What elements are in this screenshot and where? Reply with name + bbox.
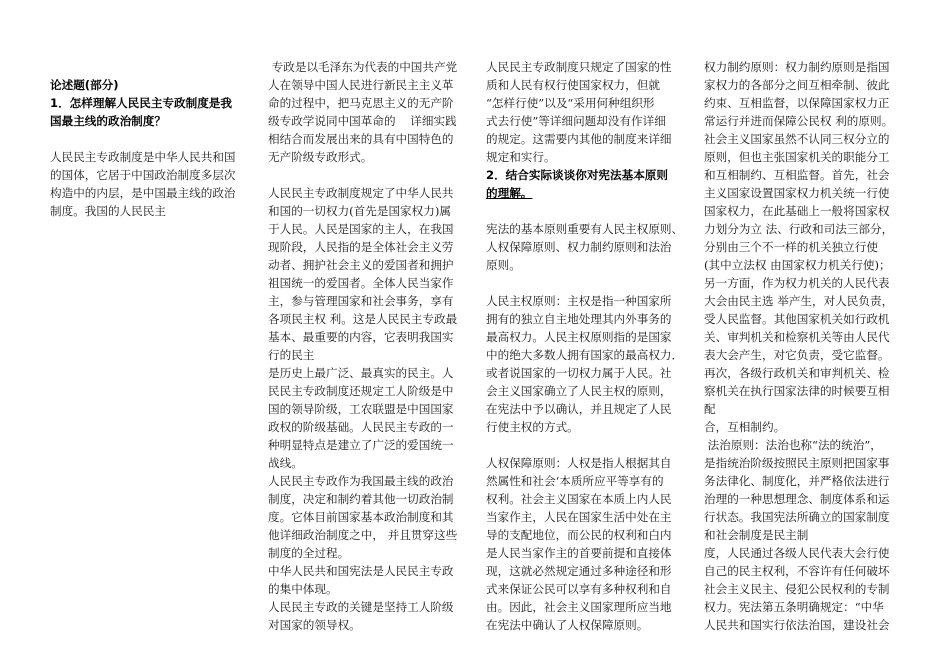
paragraph [486,454,686,634]
paragraph [704,58,904,634]
text-line: 对国家的领导权。 [268,618,361,632]
text-line: 现阶段，人民指的是全体社会主义劳 [268,240,454,254]
text-line: 式去行使”等详细问题却没有作详细 [486,114,666,128]
text-line: 人权保障原则：人权是指人根据其自 [486,456,672,470]
text-line: 专政是以毛泽东为代表的中国共产党 [268,60,458,74]
column-3 [486,58,686,634]
text-line: 另一方面，作为权力机关的人民代表 [704,276,890,290]
text-line: 在宪法中予以确认，并且规定了人民 [486,402,672,416]
text-line: 社会主义民主、侵犯公民权利的专制 [704,582,890,596]
column-2 [268,58,466,634]
question-1-title-line-1: 1．怎样理解人民民主专政制度是我 [50,96,232,110]
column-1 [50,76,245,220]
text-line: 制度的全过程。 [268,546,350,560]
paragraph [268,184,466,634]
text-line: 的国体，它居于中国政治制度多层次 [50,168,236,182]
text-line: 人民民主专政制度是中华人民共和国 [50,150,236,164]
text-line: 分别由三个不一样的机关独立行使 [704,240,878,254]
text-line: 治理的一种思想理念、制度体系和运 [704,492,890,506]
text-line: 表大会产生，对它负责，受它监督。 [704,348,890,362]
text-line: 当家作主，人民在国家生活中处在主 [486,510,672,524]
text-line: 度，人民通过各级人民代表大会行使 [704,546,890,560]
text-line: 权力。宪法第五条明确规定：“中华 [704,600,884,614]
text-line: 再次，各级行政机关和审判机关、检 [704,366,890,380]
text-line: 种明显特点是建立了广泛的爱国统一 [268,438,454,452]
question-2-title-line-1: 2．结合实际谈谈你对宪法基本原则 [486,168,668,182]
text-line: 国的领导阶级，工农联盟是中国国家 [268,402,454,416]
text-line: 拥有的独立自主地处理其内外事务的 [486,312,672,326]
text-line: 人民共和国实行依法治国，建设社会 [704,618,890,632]
text-line: 由。因此，社会主义国家理所应当地 [486,600,672,614]
text-line: 的规定。这需要内其他的制度来详细 [486,132,672,146]
text-line: 导的支配地位，而公民的权利和白内 [486,528,672,542]
text-line: 权利。社会主义国家在本质上内人民 [486,492,672,506]
text-line: 人在领导中国人民进行新民主主义革 [268,78,454,92]
text-line: 配 [704,402,716,416]
text-line: 行的民主 [268,348,315,362]
text-line: 关、审判机关和检察机关等由人民代 [704,330,890,344]
section-title: 论述题(部分) [50,78,119,92]
text-line: 人民民主专政制度只规定了国家的性 [486,60,672,74]
text-line: 中的绝大多数人拥有国家的最高权力． [486,348,684,362]
text-line: 中华人民共和国宪法是人民民主专政 [268,564,454,578]
text-line: 法治原则：法治也称“法的统治”， [704,438,882,452]
text-line: 的集中体现。 [268,582,338,596]
text-line: 家权力的各部分之间互相牵制、彼此 [704,78,890,92]
text-line: 原则。 [486,258,521,272]
text-line: 于人民。人民是国家的主人，在我国 [268,222,454,236]
text-line: 最高权力。人民主权原则指的是国家 [486,330,672,344]
text-line: 人民民主专政的关键是坚持工人阶级 [268,600,454,614]
text-line: 他详细政治制度之中， 并且贯穿这些 [268,528,458,542]
text-line: 现，这就必然规定通过多种途径和形 [486,564,672,578]
text-line: 大会由民主选 举产生，对人民负责， [704,294,894,308]
text-line: 或者说国家的一切权力属于人民。社 [486,366,672,380]
text-line: 常运行并进而保障公民权 利的原则。 [704,114,894,128]
text-line: “怎样行使”以及“采用何种组织形 [486,96,655,110]
text-line: 战线。 [268,456,303,470]
paragraph [268,58,466,166]
text-line: 是历史上最广泛、最真实的民主。人 [268,366,454,380]
text-line: 主，参与管理国家和社会事务，享有 [268,294,454,308]
text-line: 命的过程中，把马克思主义的无产阶 [268,96,454,110]
text-line: 务法律化、制度化，并严格依法进行 [704,474,890,488]
text-line: 制度。我国的人民民主 [50,204,166,218]
question-2-title-line-2: 的理解。 [486,186,533,200]
text-line: 约束、互相监督，以保障国家权力正 [704,96,890,110]
text-line: 察机关在执行国家法律的时候要互相 [704,384,890,398]
paragraph [50,148,245,220]
text-line: 级专政学说同中国革命的 详细实践 [268,114,457,128]
text-line: 相结合而发展出来的具有中国特色的 [268,132,454,146]
text-line: 力划分为立 法、行政和司法三部分， [704,222,894,236]
text-line: 社会主义国家虽然不认同三权分立的 [704,132,890,146]
text-line: 会主义国家确立了人民主权的原则， [486,384,672,398]
text-line: 合，互相制约。 [704,420,786,434]
text-line: 在宪法中确认了人权保障原则。 [486,618,649,632]
text-line: 政权的阶级基础。人民民主专政的一 [268,420,454,434]
column-4 [704,58,904,634]
text-line: 行状态。我国宪法所确立的国家制度 [704,510,890,524]
text-line: 是指统治阶级按照民主原则把国家事 [704,456,890,470]
text-line: 无产阶级专政形式。 [268,150,373,164]
text-line: 是人民当家作主的首要前提和直接体 [486,546,672,560]
text-line: 宪法的基本原则重要有人民主权原则、 [486,222,684,236]
text-line: 原则，但也主张国家机关的职能分工 [704,150,890,164]
text-line: 人权保障原则、权力制约原则和法治 [486,240,672,254]
text-line: 然属性和社会‘本质所应平等享有的 [486,474,664,488]
text-line: 国家权力，在此基础上一般将国家权 [704,204,890,218]
text-line: 人民主权原则：主权是指一种国家所 [486,294,672,308]
text-line: 行使主权的方式。 [486,420,579,434]
text-line: 规定和实行。 [486,150,556,164]
paragraph [486,220,686,274]
text-line: 祖国统一的爱国者。全体人民当家作 [268,276,454,290]
text-line: 和社会制度是民主制 [704,528,809,542]
text-line: 制度，决定和制约着其他一切政治制 [268,492,454,506]
text-line: 和国的一切权力(首先是国家权力)属 [268,204,451,218]
text-line: 质和人民有权行使国家权力，但就 [486,78,660,92]
text-line: 构造中的内层，是中国最主线的政治 [50,186,236,200]
paragraph [486,58,686,166]
text-line: (其中立法权 由国家权力机关行使)； [704,258,891,272]
text-line: 度。它体目前国家基本政治制度和其 [268,510,454,524]
text-line: 主义国家设置国家权力机关统一行使 [704,186,890,200]
text-line: 人民民主专政作为我国最主线的政治 [268,474,454,488]
text-line: 受人民监督。其他国家机关如行政机 [704,312,890,326]
text-line: 人民民主专政制度规定了中华人民共 [268,186,454,200]
text-line: 动者、拥护社会主义的爱国者和拥护 [268,258,454,272]
text-line: 和互相制约、互相监督。首先，社会 [704,168,890,182]
paragraph [486,292,686,436]
text-line: 权力制约原则：权力制约原则是指国 [704,60,890,74]
text-line: 基本、最重要的内容，它表明我国实 [268,330,454,344]
text-line: 各项民主权 利。这是人民民主专政最 [268,312,458,326]
text-line: 自己的民主权利，不容许有任何破坏 [704,564,890,578]
question-1-title-line-2: 国最主线的政治制度？ [50,114,166,128]
text-line: 式来保证公民可以享有多种权利和自 [486,582,672,596]
text-line: 民民主专政制度还规定工人阶级是中 [268,384,454,398]
